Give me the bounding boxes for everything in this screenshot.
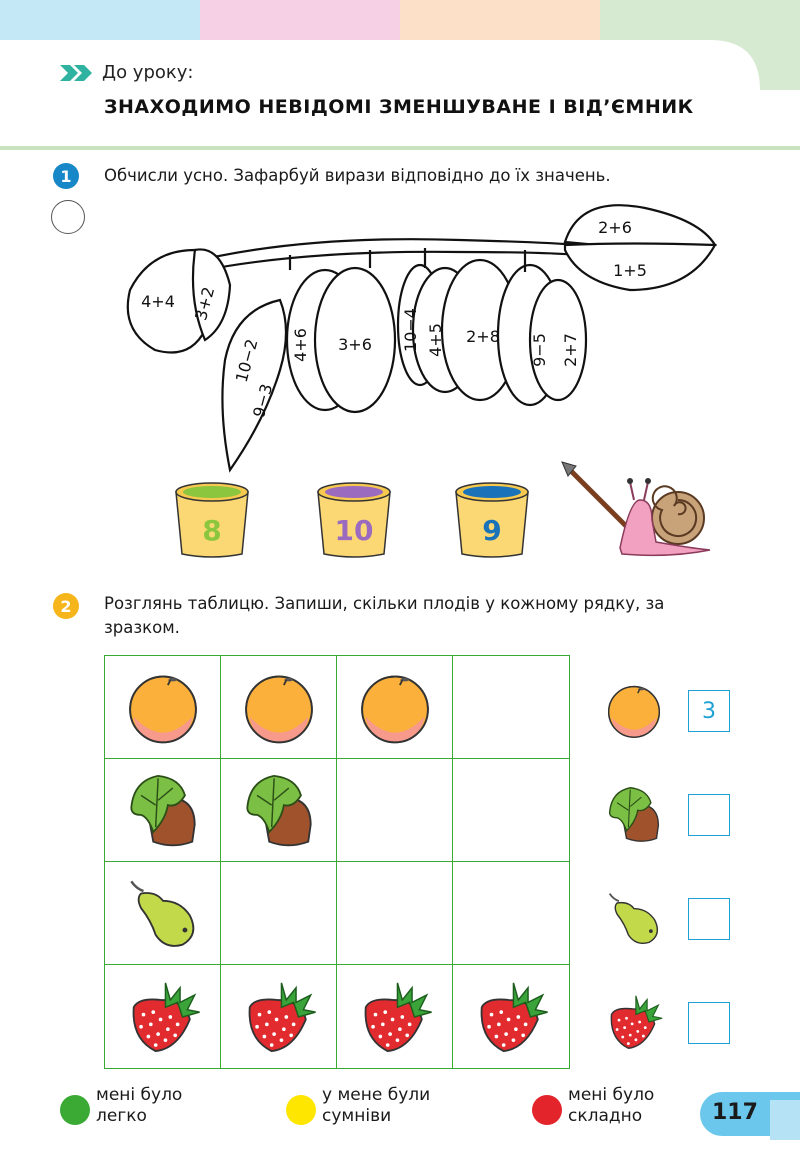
task-number-1: 1 bbox=[53, 163, 79, 189]
sample-strawberry bbox=[604, 992, 664, 1052]
expr-leaf-left-b: 3+2 bbox=[191, 284, 219, 323]
apricot-icon bbox=[356, 668, 434, 746]
table-cell-r4-c4 bbox=[453, 965, 569, 1068]
strawberry-icon bbox=[604, 992, 664, 1052]
strawberry-icon bbox=[240, 978, 318, 1056]
expr-leaf-left-a: 4+4 bbox=[141, 292, 175, 311]
pear-icon bbox=[124, 874, 202, 952]
fruit-table bbox=[104, 655, 570, 1069]
table-cell-r3-c1 bbox=[105, 862, 221, 965]
answer-box-row-2[interactable] bbox=[688, 794, 730, 836]
expr-plum2-d: 9−5 bbox=[530, 333, 549, 367]
expr-plum2-b: 4+5 bbox=[426, 323, 445, 357]
table-cell-r4-c2 bbox=[221, 965, 337, 1068]
answer-box-row-3[interactable] bbox=[688, 898, 730, 940]
answer-box-row-4[interactable] bbox=[688, 1002, 730, 1044]
legend-easy-line2: легко bbox=[96, 1106, 147, 1126]
paint-bucket-blue bbox=[452, 480, 532, 560]
table-cell-r3-c2 bbox=[221, 862, 337, 965]
legend-easy-line1: мені було bbox=[96, 1085, 183, 1105]
snail-icon bbox=[560, 460, 715, 560]
paint-bucket-purple bbox=[314, 480, 394, 560]
yellow-dot-icon[interactable] bbox=[286, 1095, 316, 1125]
double-chevron-icon bbox=[60, 65, 94, 81]
hazelnut-icon bbox=[124, 771, 202, 849]
hazelnut-icon bbox=[604, 784, 664, 844]
leaf-top-a bbox=[565, 205, 715, 248]
table-cell-r1-c4 bbox=[453, 656, 569, 759]
legend-hard-line2: складно bbox=[568, 1106, 643, 1126]
expr-plum1-a: 4+6 bbox=[291, 328, 310, 362]
hazelnut-icon bbox=[240, 771, 318, 849]
green-dot-icon[interactable] bbox=[60, 1095, 90, 1125]
red-dot-icon[interactable] bbox=[532, 1095, 562, 1125]
legend-doubt[interactable] bbox=[286, 1085, 430, 1127]
strawberry-icon bbox=[356, 978, 434, 1056]
paint-value-3: 9 bbox=[482, 514, 502, 547]
top-color-tabs bbox=[0, 0, 800, 40]
lesson-pre-text: До уроку: bbox=[102, 62, 194, 83]
apricot-icon bbox=[124, 668, 202, 746]
apricot-icon bbox=[240, 668, 318, 746]
header-rule bbox=[0, 146, 800, 150]
self-check-circle[interactable] bbox=[51, 200, 85, 234]
legend-hard[interactable] bbox=[532, 1085, 654, 1127]
sample-pear bbox=[604, 888, 664, 948]
table-cell-r1-c3 bbox=[337, 656, 453, 759]
table-cell-r4-c3 bbox=[337, 965, 453, 1068]
table-cell-r4-c1 bbox=[105, 965, 221, 1068]
expr-leaf-top-a: 2+6 bbox=[598, 218, 632, 237]
lesson-pre bbox=[60, 62, 193, 83]
expr-leaf-mid-a: 10−2 bbox=[231, 336, 262, 385]
table-cell-r2-c1 bbox=[105, 759, 221, 862]
expr-plum1-b: 3+6 bbox=[338, 335, 372, 354]
sample-hazelnut bbox=[604, 784, 664, 844]
paint-bucket-green bbox=[172, 480, 252, 560]
table-cell-r1-c2 bbox=[221, 656, 337, 759]
task-number-2: 2 bbox=[53, 593, 79, 619]
task1-text: Обчисли усно. Зафарбуй вирази відповідно до їх значень. bbox=[104, 166, 611, 185]
table-cell-r3-c4 bbox=[453, 862, 569, 965]
legend-easy[interactable] bbox=[60, 1085, 182, 1127]
table-cell-r2-c2 bbox=[221, 759, 337, 862]
expr-plum2-c: 2+8 bbox=[466, 327, 500, 346]
legend-doubt-line1: у мене були bbox=[322, 1085, 431, 1105]
answer-box-row-1[interactable]: 3 bbox=[688, 690, 730, 732]
page-title: ЗНАХОДИМО НЕВІДОМІ ЗМЕНШУВАНЕ І ВІД’ЄМНИК bbox=[104, 96, 694, 118]
expr-leaf-top-b: 1+5 bbox=[613, 261, 647, 280]
paint-value-1: 8 bbox=[202, 514, 222, 547]
strawberry-icon bbox=[124, 978, 202, 1056]
table-cell-r2-c4 bbox=[453, 759, 569, 862]
legend-hard-line1: мені було bbox=[568, 1085, 655, 1105]
expr-leaf-mid-b: 9−3 bbox=[249, 381, 277, 420]
sample-apricot bbox=[604, 680, 664, 740]
expr-plum2-a: 10−4 bbox=[401, 308, 420, 352]
page-number: 117 bbox=[712, 1100, 758, 1125]
tab-pink bbox=[200, 0, 400, 40]
strawberry-icon bbox=[472, 978, 550, 1056]
paint-value-2: 10 bbox=[334, 514, 374, 547]
table-cell-r2-c3 bbox=[337, 759, 453, 862]
apricot-icon bbox=[604, 680, 664, 740]
header-background bbox=[0, 40, 800, 150]
legend-doubt-line2: сумніви bbox=[322, 1106, 392, 1126]
tab-green bbox=[600, 0, 800, 40]
leaf-mid bbox=[222, 300, 286, 470]
table-cell-r1-c1 bbox=[105, 656, 221, 759]
page-number-tab-light bbox=[770, 1100, 800, 1140]
expr-plum2-e: 2+7 bbox=[561, 333, 580, 367]
plum-branch-illustration bbox=[110, 190, 730, 480]
table-cell-r3-c3 bbox=[337, 862, 453, 965]
tab-peach bbox=[400, 0, 600, 40]
pear-icon bbox=[604, 888, 664, 948]
tab-blue bbox=[0, 0, 200, 40]
task2-text: Розглянь таблицю. Запиши, скільки плодів у кожному рядку, за зразком. bbox=[104, 594, 665, 637]
